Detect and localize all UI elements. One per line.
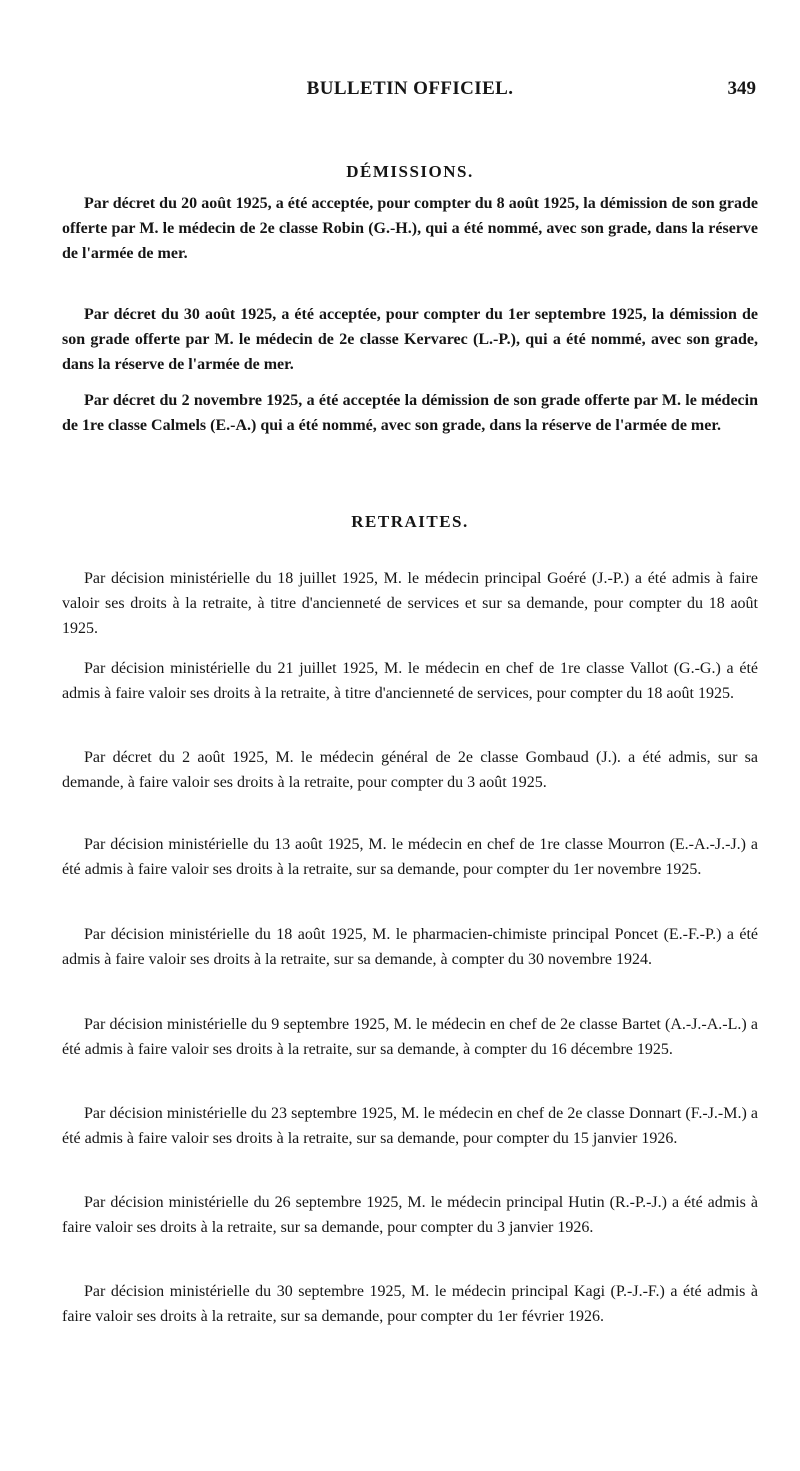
page-number: 349	[727, 78, 756, 99]
running-title: BULLETIN OFFICIEL.	[306, 78, 514, 99]
paragraph-demission-3: Par décret du 2 novembre 1925, a été acceptée la démission de son grade offerte par M. le médecin de 1re classe Calmels (E.-A.) qui a été nommé, avec son grade, dans la réserve de l'armée de mer.	[62, 392, 758, 434]
page-header	[60, 78, 760, 108]
section-title-retraites: RETRAITES.	[351, 512, 469, 531]
paragraph-retraite-3: Par décret du 2 août 1925, M. le médecin général de 2e classe Gombaud (J.). a été admis, sur sa demande, à faire valoir ses droits à la retraite, pour compter du 3 août 1925.	[62, 749, 758, 791]
paragraph-retraite-5: Par décision ministérielle du 18 août 1925, M. le pharmacien-chimiste principal Poncet (E.-F.-P.) a été admis à faire valoir ses droits à la retraite, sur sa demande, à compter du 30 novembre 1924.	[62, 926, 758, 968]
paragraph-demission-2: Par décret du 30 août 1925, a été acceptée, pour compter du 1er septembre 1925, la démission de son grade offerte par M. le médecin de 2e classe Kervarec (L.-P.), qui a été nommé, avec son grade, dans la réserve de l'armée de mer.	[62, 306, 758, 373]
paragraph-retraite-2: Par décision ministérielle du 21 juillet 1925, M. le médecin en chef de 1re classe Vallot (G.-G.) a été admis à faire valoir ses droits à la retraite, à titre d'ancienneté de services, pour compter du 18 août 1925.	[62, 660, 758, 702]
paragraph-retraite-6: Par décision ministérielle du 9 septembre 1925, M. le médecin en chef de 2e classe Bartet (A.-J.-A.-L.) a été admis à faire valoir ses droits à la retraite, sur sa demande, à compter du 16 décembre 1925.	[62, 1016, 758, 1058]
paragraph-retraite-1: Par décision ministérielle du 18 juillet 1925, M. le médecin principal Goéré (J.-P.) a été admis à faire valoir ses droits à la retraite, à titre d'ancienneté de services et sur sa demande, pour compter du 18 août 1925.	[62, 570, 758, 637]
section-title-demissions: DÉMISSIONS.	[346, 162, 474, 181]
paragraph-demission-1: Par décret du 20 août 1925, a été acceptée, pour compter du 8 août 1925, la démission de son grade offerte par M. le médecin de 2e classe Robin (G.-H.), qui a été nommé, avec son grade, dans la réserve de l'armée de mer.	[62, 195, 758, 262]
paragraph-retraite-7: Par décision ministérielle du 23 septembre 1925, M. le médecin en chef de 2e classe Donnart (F.-J.-M.) a été admis à faire valoir ses droits à la retraite, sur sa demande, pour compter du 15 janvier 1926.	[62, 1105, 758, 1147]
paragraph-retraite-4: Par décision ministérielle du 13 août 1925, M. le médecin en chef de 1re classe Mourron (E.-A.-J.-J.) a été admis à faire valoir ses droits à la retraite, sur sa demande, pour compter du 1er novembre 1925.	[62, 836, 758, 878]
paragraph-retraite-9: Par décision ministérielle du 30 septembre 1925, M. le médecin principal Kagi (P.-J.-F.) a été admis à faire valoir ses droits à la retraite, sur sa demande, pour compter du 1er février 1926.	[62, 1283, 758, 1325]
paragraph-retraite-8: Par décision ministérielle du 26 septembre 1925, M. le médecin principal Hutin (R.-P.-J.) a été admis à faire valoir ses droits à la retraite, sur sa demande, pour compter du 3 janvier 1926.	[62, 1194, 758, 1236]
